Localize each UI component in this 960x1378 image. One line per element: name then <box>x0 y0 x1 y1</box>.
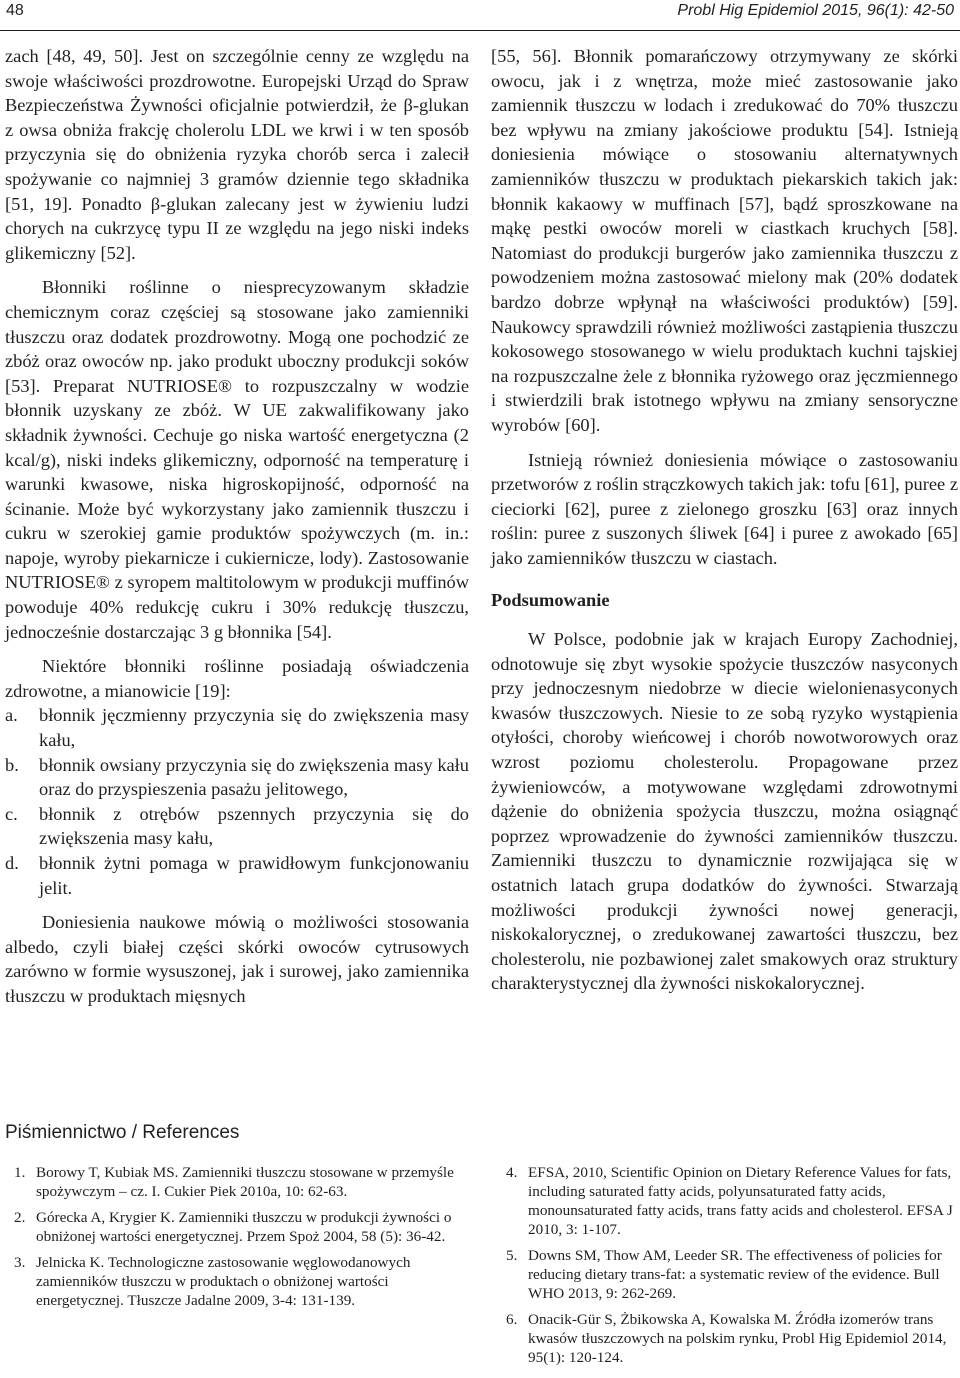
list-item-text: błonnik owsiany przyczynia się do zwiększenia masy kału oraz do przyspieszenia pasażu jelitowego, <box>39 754 469 800</box>
right-column <box>491 44 958 996</box>
paragraph-summary: W Polsce, podobnie jak w krajach Europy Zachodniej, odnotowuje się zbyt wysokie spożycie tłuszczów nasyconych przy jednoczesnym niedobrze w diecie wielonienasyconych kwasów tłuszczowych. Niesie to ze sobą ryzyko wystąpienia otyłości, choroby wieńcowej i chorób nowotworowych oraz wzrost poziomu cholesterolu. Propagowane przez żywieniowców, a motywowane względami zdrowotnymi dążenie do obniżenia spożycia tłuszczu, można osiągnąć poprzez wprowadzenie do żywności zamienników tłuszczu. Zamienniki tłuszczu to dynamicznie rozwijająca się w ostatnich latach grupa dodatków do żywności. Stwarzają możliwości produkcji żywności nowej generacji, niskokalorycznej, o zredukowanej zawartości tłuszczu, bez cholesterolu, nie pozbawionej zalet smakowych oraz struktury charakterystycznej dla żywności niskokalorycznej. <box>491 629 958 994</box>
reference-text: Downs SM, Thow AM, Leeder SR. The effectiveness of policies for reducing dietary trans-fat: a systematic review of the evidence. Bull WHO 2013, 9: 262-269. <box>528 1247 942 1302</box>
list-item <box>5 753 469 802</box>
paragraph-health-claims-intro: Niektóre błonniki roślinne posiadają oświadczenia zdrowotne, a mianowicie [19]: <box>5 656 469 701</box>
reference-item <box>497 1246 958 1303</box>
paragraph-orange-fiber: [55, 56]. Błonnik pomarańczowy otrzymywany ze skórki owocu, jak i z wnętrza, może mieć zastosowanie jako zamiennik tłuszczu w lodach i zredukować do 70% tłuszczu bez wpływu na zmiany jakościowe produktu [54]. Istnieją doniesienia mówiące o stosowaniu alternatywnych zamienników tłuszczu w produktach piekarskich takich jak: błonnik kakaowy w muffinach [57], bądź sproszkowane na mąkę pestki owoców moreli w ciastkach kruchych [58]. Natomiast do produkcji burgerów jako zamiennika tłuszczu z powodzeniem można zastosować mielony mak (20% dodatek bardzo dobrze wpłynął na właściwości produktów) [59]. Naukowcy sprawdzili również możliwości zastąpienia tłuszczu kokosowego stosowanego w wielu produktach kuchni tajskiej na rozpuszczalne żele z błonnika ryżowego oraz jęczmiennego i stwierdzili brak istotnego wpływu na zmiany sensoryczne wyrobów [60]. <box>491 46 958 435</box>
left-column <box>5 44 469 1009</box>
list-marker: b. <box>5 754 19 775</box>
list-item <box>5 703 469 752</box>
paragraph-beta-glucan: zach [48, 49, 50]. Jest on szczególnie cenny ze względu na swoje właściwości prozdrowotne. Europejski Urząd do Spraw Bezpieczeństwa Żywności oficjalnie potwierdził, że β-glukan z owsa obniża frakcję cholerolu LDL we krwi i w ten sposób przyczynia się do obniżenia ryzyka chorób serca i zalecił spożywanie co najmniej 3 gramów dziennie tego składnika [51, 19]. Ponadto β-glukan zalecany jest w żywieniu ludzi chorych na cukrzycę typu II ze względu na jego niski indeks glikemiczny [52]. <box>5 46 469 263</box>
list-item-text: błonnik żytni pomaga w prawidłowym funkcjonowaniu jelit. <box>39 853 469 898</box>
list-marker: a. <box>5 705 18 726</box>
references-left-column <box>5 1163 467 1317</box>
paragraph-legumes: Istnieją również doniesienia mówiące o zastosowaniu przetworów z roślin strączkowych takich jak: tofu [61], puree z cieciorki [62], puree z zielonego groszku [63] oraz innych roślin: puree z suszonych śliwek [64] i puree z awokado [65] jako zamienników tłuszczu w ciastach. <box>491 449 958 568</box>
reference-number: 6. <box>506 1311 518 1328</box>
reference-item <box>5 1208 467 1246</box>
references-title: Piśmiennictwo / References <box>5 1122 240 1143</box>
reference-text: Borowy T, Kubiak MS. Zamienniki tłuszczu stosowane w przemyśle spożywczym – cz. I. Cukier Piek 2010a, 10: 62-63. <box>36 1164 454 1200</box>
reference-text: EFSA, 2010, Scientific Opinion on Dietary Reference Values for fats, including saturated fatty acids, polyunsaturated fatty acids, monounsaturated fatty acids, trans fatty acids and cholesterol. EFSA J 2010, 3: 1-107. <box>528 1164 953 1238</box>
reference-text: Jelnicka K. Technologiczne zastosowanie węglowodanowych zamienników tłuszczu w produktach o obniżonej wartości energetycznej. Tłuszcze Jadalne 2009, 3-4: 131-139. <box>36 1254 411 1309</box>
reference-item <box>5 1163 467 1201</box>
list-marker: d. <box>5 853 19 873</box>
references-right-column <box>497 1163 958 1374</box>
reference-text: Górecka A, Krygier K. Zamienniki tłuszczu w produkcji żywności o obniżonej wartości energetycznej. Przem Spoż 2004, 58 (5): 36-42. <box>36 1209 452 1245</box>
health-claims-list <box>5 703 469 900</box>
list-item <box>5 802 469 851</box>
reference-number: 3. <box>14 1254 26 1271</box>
list-marker: c. <box>5 803 18 824</box>
reference-item <box>497 1163 958 1239</box>
reference-number: 5. <box>506 1247 518 1264</box>
list-item-text: błonnik z otrębów pszennych przyczynia się do zwiększenia masy kału, <box>39 803 469 849</box>
reference-number: 1. <box>14 1164 26 1181</box>
journal-citation: Probl Hig Epidemiol 2015, 96(1): 42-50 <box>677 2 954 19</box>
section-heading-summary: Podsumowanie <box>491 590 610 611</box>
page-number: 48 <box>6 2 24 19</box>
header-rule <box>0 30 960 31</box>
list-item <box>5 851 469 900</box>
reference-item <box>497 1310 958 1367</box>
reference-number: 2. <box>14 1209 26 1226</box>
reference-text: Onacik-Gür S, Żbikowska A, Kowalska M. Źródła izomerów trans kwasów tłuszczowych na polskim rynku, Probl Hig Epidemiol 2014, 95(1): 120-124. <box>528 1311 947 1366</box>
reference-number: 4. <box>506 1164 518 1181</box>
paragraph-plant-fibers: Błonniki roślinne o niesprecyzowanym składzie chemicznym coraz częściej są stosowane jako zamienniki tłuszczu oraz dodatek prozdrowotny. Mogą one pochodzić ze zbóż oraz owoców np. jako produkt uboczny produkcji soków [53]. Preparat NUTRIOSE® to rozpuszczalny w wodzie błonnik uzyskany ze zbóż. W UE zakwalifikowany jako składnik żywności. Cechuje go niska wartość energetyczna (2 kcal/g), niski indeks glikemiczny, odporność na temperaturę i warunki kwasowe, niska higroskopijność, odporność na ścinanie. Może być wykorzystany jako zamiennik tłuszczu i cukru w szerokiej gamie produktów spożywczych (m. in.: napoje, wyroby piekarnicze i cukiernicze, lody). Zastosowanie NUTRIOSE® z syropem maltitolowym w produkcji muffinów powoduje 40% redukcję cukru i 30% redukcję tłuszczu, jednocześnie dostarczając 3 g błonnika [54]. <box>5 277 469 642</box>
reference-item <box>5 1253 467 1310</box>
list-item-text: błonnik jęczmienny przyczynia się do zwiększenia masy kału, <box>39 705 469 751</box>
paragraph-albedo: Doniesienia naukowe mówią o możliwości stosowania albedo, czyli białej części skórki owoców cytrusowych zarówno w formie wysuszonej, jak i surowej, jako zamiennika tłuszczu w produktach mięsnych <box>5 912 469 1006</box>
running-header <box>0 0 960 24</box>
